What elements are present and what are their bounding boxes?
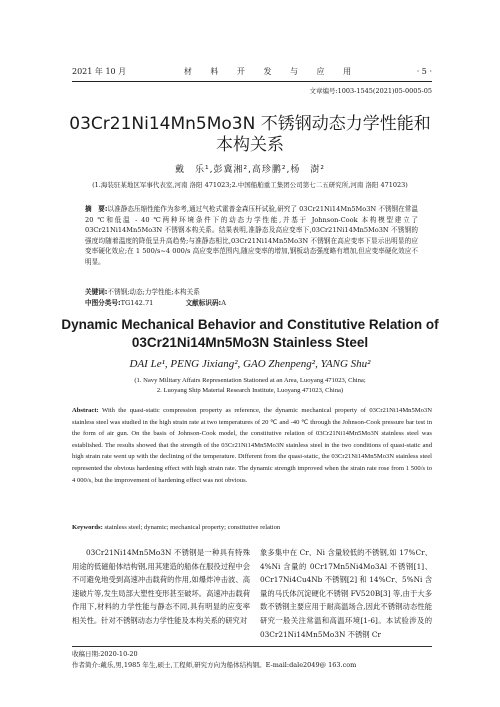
cn-abstract-label: 摘 要: bbox=[85, 205, 108, 213]
cn-keywords-label: 关键词: bbox=[85, 288, 108, 296]
en-aff-line1: (1. Navy Military Affairs Representation Stationed at an Area, Luoyang 471023, China; bbox=[134, 377, 366, 384]
doc-code-value: A bbox=[221, 299, 226, 307]
header-page: · 5 · bbox=[416, 66, 432, 76]
received-date: 收稿日期:2020-10-20 bbox=[72, 650, 138, 658]
cn-title-line2: 本构关系 bbox=[216, 135, 284, 155]
header-date: 2021 年 10 月 bbox=[72, 66, 127, 76]
en-abstract-text: With the quasi-static compression property as reference, the dynamic mechanical property of 03Cr21Ni14Mn5Mo3N stainless steel was studied in the high strain rate at two temperatures of 20 ℃ and -40 ℃ through the Johnson-Cook pressure bar test in the form of air gun. On the basis of Johnson-Cook model, the constitutive relation of 03Cr21Ni14Mn5Mo3N stainless steel was established. The results showed that the strength of the 03Cr21Ni14Mn5Mo3N stainless steel in the two conditions of quasi-static and high strain rate went up with the declining of the temperature. Different from the quasi-static, the 03Cr21Ni14Mn5Mo3N stainless steel represented the obvious hardening effect with high strain rate. The dynamic strength improved when the strain rate rose from 1 500/s to 4 000/s, but the improvement of hardening effect was not obvious. bbox=[72, 407, 432, 484]
cn-keywords-text: 不锈钢;动态;力学性能;本构关系 bbox=[107, 288, 200, 296]
clc-value: TG142.71 bbox=[120, 299, 154, 307]
en-title-line1: Dynamic Mechanical Behavior and Constitutive Relation of bbox=[61, 317, 439, 332]
en-title bbox=[0, 316, 500, 352]
en-keywords bbox=[72, 524, 432, 531]
body-column-right: 象多集中在 Cr、Ni 含量较低的不锈钢,如 17%Cr、4%Ni 含量的 0Cr17Mn5Ni4Mo3Al 不锈钢[1]、0Cr17Ni4Cu4Nb 不锈钢[2] 和 14%Cr、5%Ni 含量的马氏体沉淀硬化不锈钢 FV520B[3] 等,由于大多数不锈钢主要应用于耐高温场合,因此不锈钢动态性能研究一般关注常温和高温环境[1-6]。本试验涉及的 03Cr21Ni14Mn5Mo3N 不锈钢 Cr bbox=[260, 548, 432, 639]
cn-title bbox=[0, 114, 500, 156]
en-aff-line2: 2. Luoyang Ship Material Research Institute, Luoyang 471023, China) bbox=[156, 387, 344, 394]
en-keywords-label: Keywords: bbox=[72, 524, 103, 531]
body-text-left: 03Cr21Ni14Mn5Mo3N 不锈钢是一种具有特殊用途的低磁船体结构钢,用其建造的船体在服役过程中会不可避免地受到高速冲击载荷的作用,如爆炸冲击波、高速破片等,发生局部大塑性变形甚至破坏。高速冲击载荷作用下,材料的力学性能与静态不同,具有明显的应变率相关性。针对不锈钢动态力学性能及本构关系的研究对 bbox=[72, 548, 250, 625]
clc-label: 中图分类号: bbox=[85, 299, 121, 307]
article-number: 文章编号:1003-1545(2021)05-0005-05 bbox=[309, 87, 432, 95]
en-affiliation bbox=[0, 376, 500, 396]
en-title-line2: 03Cr21Ni14Mn5Mo3N Stainless Steel bbox=[131, 335, 369, 350]
doc-code-label: 文献标识码: bbox=[185, 299, 222, 307]
header-journal: 材 料 开 发 与 应 用 bbox=[183, 66, 360, 76]
cn-authors: 戴 乐¹,彭冀湘²,高珍鹏²,杨 澍² bbox=[174, 165, 325, 175]
running-header bbox=[72, 64, 432, 82]
body-column-left bbox=[72, 546, 250, 628]
author-bio: 作者简介:戴乐,男,1985 年生,硕士,工程师,研究方向为船体结构钢。E-mail:dale2049@ 163.com bbox=[72, 661, 357, 669]
cn-classification bbox=[85, 297, 226, 307]
cn-affiliation: (1.海装驻某地区军事代表室,河南 洛阳 471023;2.中国船舶重工集团公司第七二五研究所,河南 洛阳 471023) bbox=[92, 181, 408, 189]
en-abstract-label: Abstract: bbox=[72, 407, 99, 414]
en-keywords-text: stainless steel; dynamic; mechanical property; constitutive relation bbox=[104, 524, 281, 531]
en-abstract bbox=[72, 405, 432, 486]
cn-keywords bbox=[85, 286, 200, 296]
cn-abstract bbox=[85, 204, 418, 268]
en-authors: DAI Le¹, PENG Jixiang², GAO Zhenpeng², YANG Shu² bbox=[129, 358, 371, 370]
cn-title-line1: 03Cr21Ni14Mn5Mo3N 不锈钢动态力学性能和 bbox=[69, 114, 431, 134]
cn-abstract-text: 以准静态压缩性能作为参考,通过气枪式霍普金森压杆试验,研究了 03Cr21Ni14Mn5Mo3N 不锈钢在常温 20 ℃和低温 - 40 ℃两种环境条件下的动态力学性能,并基于 Johnson-Cook 本构模型建立了 03Cr21Ni14Mn5Mo3N 不锈钢本构关系。结果表明,准静态及高应变率下,03Cr21Ni14Mn5Mo3N 不锈钢的强度均随着温度的降低呈升高趋势;与准静态相比,03Cr21Ni14Mn5Mo3N 不锈钢在高应变率下显示出明显的应变率硬化效应;在 1 500/s~4 000/s 高应变率范围内,随应变率的增加,钢板动态强度略有增加,但应变率硬化效应不明显。 bbox=[85, 205, 418, 266]
footnote bbox=[72, 646, 432, 671]
